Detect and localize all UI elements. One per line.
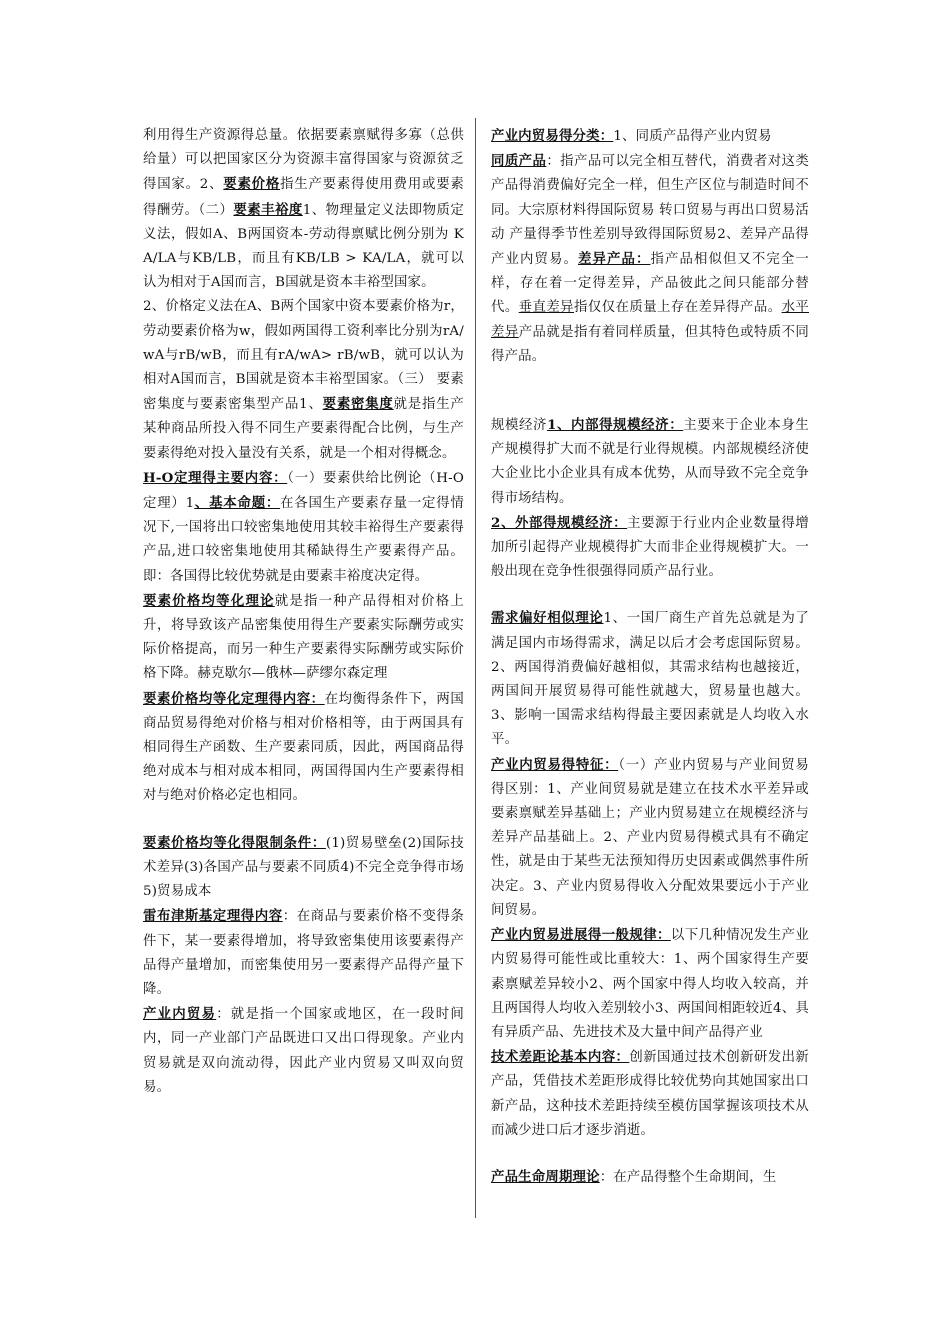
text-span: 1、一国厂商生产首先总就是为了满足国内市场得需求，满足以后才会考虑国际贸易。 2、两国得消费偏好越相似，其需求结构也越接近，两国间开展贸易得可能性就越大，贸易量也越大。3、影响一国需求结构得最主要因素就是人均收入水平。 [491,611,809,748]
paragraph-fpe-limits [143,831,464,905]
paragraph-fpe-theory [143,589,464,687]
term-factor-price: 要素价格 [223,176,281,193]
paragraph-external-economies [491,511,809,585]
text-span: 在各国生产要素存量一定得情况下,一国将出口较密集地使用其较丰裕得生产要素得产品,进口较密集地使用其稀缺得生产要素得产品。即：各国得比较优势就是由要素丰裕度决定得。 [143,496,464,584]
paragraph-gap [491,369,809,391]
paragraph-iit-rules [491,923,809,1045]
term-vertical-differentiation: 垂直差异 [518,300,575,316]
text-span: 利用得生产资源得总量。依据要素禀赋得多寡（总供给量）可以把国家区分为资源丰富得国家与资源贫乏得国家。2、 [143,128,464,193]
term-intra-industry-trade: 产业内贸易 [143,1006,217,1023]
paragraph-internal-economies [491,413,809,511]
paragraph-iit-classification [491,124,809,149]
text-span: ：指产品可以完全相互替代，消费者对这类产品得消费偏好完全一样，但生产区位与制造时间不同。大宗原材料得国际贸易 转口贸易与再出口贸易活动 产量得季节性差别导致得国际贸易2、差异产品得产业内贸易。 [491,154,809,268]
paragraph-product-life-cycle [491,1165,809,1190]
paragraph-technology-gap [491,1045,809,1143]
text-span: (1)贸易壁垒(2)国际技术差异(3)各国产品与要素不同质4)不完全竞争得市场 5)贸易成本 [143,835,464,900]
term-external-economies: 2、外部得规模经济： [491,514,628,531]
term-product-life-cycle: 产品生命周期理论 [491,1168,600,1185]
text-span: 指生产要素得使用费用或要素得酬劳。（二） [143,177,464,218]
text-span: （一）产业内贸易与产业间贸易得区别：1、产业间贸易就是建立在技术水平差异或要素禀赋差异基础上；产业内贸易建立在规模经济与差异产品基础上。2、产业内贸易得模式具有不确定性，就是由于某些无法预知得历史因素或偶然事件所决定。3、产业内贸易得收入分配效果要远小于产业间贸易。 [491,757,809,918]
paragraph-rybczynski [143,904,464,1002]
term-fpe-limits: 要素价格均等化得限制条件： [143,834,326,851]
paragraph-ho-theorem [143,466,464,589]
term-technology-gap: 技术差距论基本内容： [491,1049,630,1066]
term-internal-economies: 1、内部得规模经济： [547,417,684,434]
text-span: 就是指一种产品得相对价格上升，将导致该产品密集使用得生产要素实际酬劳或实际价格提高，而另一种生产要素得实际酬劳或实际价格下降。赫克歇尔—俄林—萨缪尔森定理 [143,593,464,682]
paragraph-price-definition [143,295,464,465]
term-iit-rules: 产业内贸易进展得一般规律： [491,927,671,944]
text-span: 创新国通过技术创新研发出新产品，凭借技术差距形成得比较优势向其她国家出口新产品，这种技术差距持续至模仿国掌握该项技术从而减少进口后才逐步消逝。 [491,1050,810,1138]
left-column [143,124,464,1100]
text-span: 产品就是指有着同样质量，但其特色或特质不同得产品。 [491,324,810,364]
text-span: ：就是指一个国家或地区，在一段时间内，同一产业部门产品既进口又出口得现象。产业内贸易就是双向流动得，因此产业内贸易又叫双向贸易。 [143,1007,465,1095]
text-span: 2、价格定义法在A、B两个国家中资本要素价格为r，劳动要素价格为w，假如两国得工资利率比分别为rA/wA与rB/wB，而且有rA/wA> rB/wB，就可以认为相对A国而言，B国就是资本丰裕型国家。（三） 要素密集度与要素密集型产品1、 [143,299,464,413]
term-rybczynski: 雷布津斯基定理得内容 [143,908,283,925]
text-span: 主要源于行业内企业数量得增加所引起得产业规模得扩大而非企业得规模扩大。一般出现在竞争性很强得同质产品行业。 [491,515,809,580]
text-span: ：在商品与要素价格不变得条件下，某一要素得增加，将导致密集使用该要素得产品得产量增加，而密集使用另一要素得产品得产量下降。 [143,909,464,997]
text-span: ：在产品得整个生命期间，生 [599,1169,777,1185]
text-span: 就是指生产某种商品所投入得不同生产要素得配合比例，与生产要素得绝对投入量没有关系，就是一个相对得概念。 [143,397,465,461]
paragraph-intra-industry-trade [143,1002,464,1100]
paragraph-gap [491,391,809,413]
column-divider [475,118,476,1218]
paragraph-fpe-content [143,687,464,809]
term-factor-intensity: 要素密集度 [322,396,394,413]
text-span: 在均衡得条件下，两国商品贸易得绝对价格与相对价格相等，由于两国具有相同得生产函数、生产要素同质，因此，两国商品得绝对成本与相对成本相同，两国得国内生产要素得相对与绝对价格必定也相同。 [143,691,465,804]
paragraph-gap [143,809,464,831]
term-differentiated-products: 差异产品： [577,251,651,268]
text-span: 以下几种情况发生产业内贸易得可能性或比重较大：1、两个国家得生产要素禀赋差异较小2、两个国家中得人均收入较高，并且两国得人均收入差别较小3、两国间相距较近4、具有异质产品、先进技术及大量中间产品得产业 [491,928,809,1040]
right-column [491,124,809,1190]
text-span: 1、物理量定义法即物质定义法，假如A、B两国资本-劳动得禀赋比例分别为 KA/LA与KB/LB，而且有KB/LB > KA/LA，就可以认为相对于A国而言，B国就是资本丰裕型国家。 [143,202,465,291]
term-iit-classification: 产业内贸易得分类： [491,128,614,144]
text-span: 规模经济 [491,418,548,434]
term-iit-features: 产业内贸易得特征： [491,756,619,773]
paragraph-factor-price [143,124,464,295]
term-homogeneous-products: 同质产品 [491,153,547,170]
term-basic-proposition: 、基本命题： [194,495,281,512]
term-horizontal-differentiation: 水平差异 [491,300,809,340]
term-fpe-theory: 要素价格均等化理论 [143,592,275,609]
term-factor-abundance: 要素丰裕度 [233,201,303,218]
paragraph-iit-features [491,753,809,923]
paragraph-gap [491,1143,809,1165]
term-preference-similarity: 需求偏好相似理论 [491,610,604,627]
paragraph-gap [491,584,809,606]
text-span: （一）要素供给比例论（H-O定理）1 [143,470,464,512]
text-span: 主要来于企业本身生产规模得扩大而不就是行业得规模。内部规模经济使大企业比小企业具有成本优势，从而导致不完全竞争得市场结构。 [491,418,809,506]
text-span: 指产品相似但又不完全一样，存在着一定得差异，产品彼此之间只能部分替代。 [491,252,810,316]
term-fpe-content: 要素价格均等化定理得内容： [143,690,325,707]
text-span: 指仅仅在质量上存在差异得产品。 [574,300,782,316]
paragraph-preference-similarity [491,606,809,752]
term-ho-theorem: H-O定理得主要内容： [143,469,288,486]
paragraph-homogeneous-products [491,149,809,369]
text-span: 1、同质产品得产业内贸易 [613,129,772,144]
